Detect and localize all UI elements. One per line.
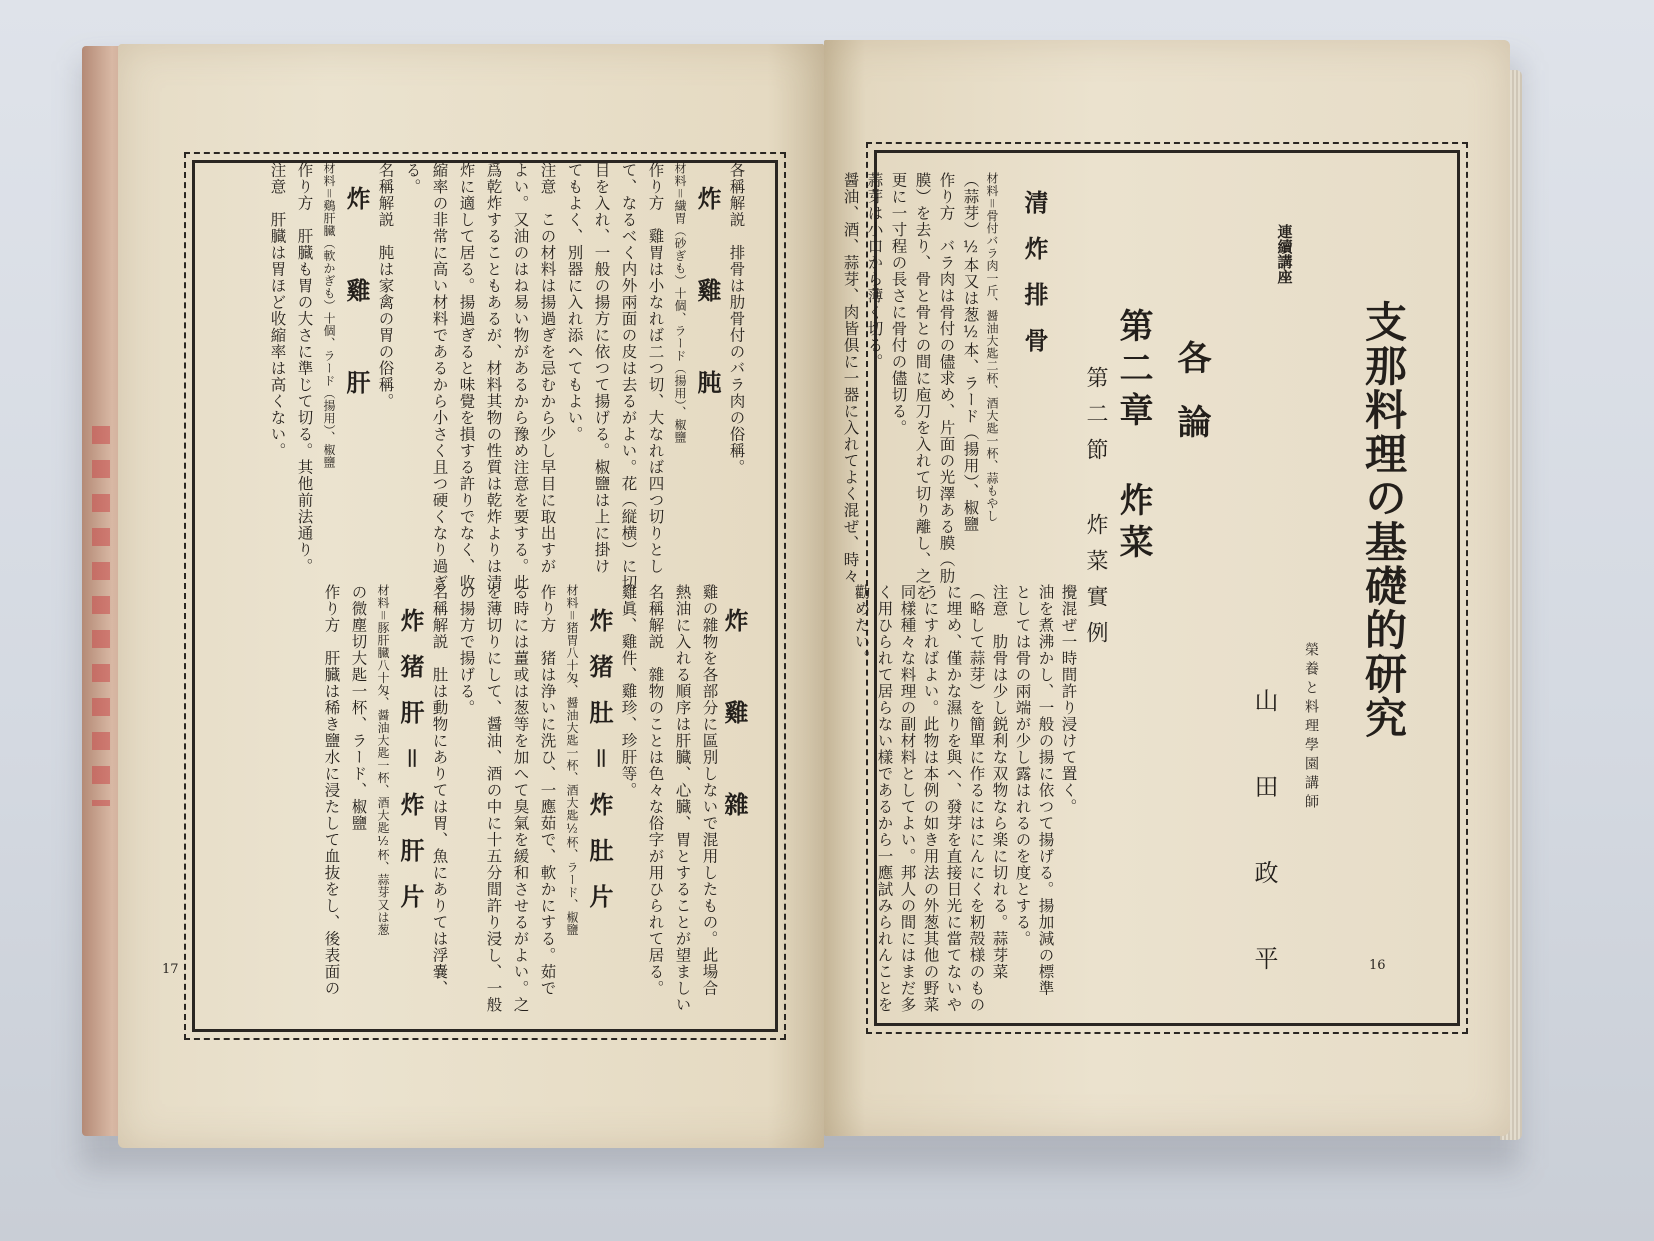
author-affiliation: 榮養と料理學園講師 [1303,642,1319,813]
series-label: 連續講座 [1275,224,1294,284]
dish-heading: 清炸排骨 [1020,190,1049,374]
text-column: 材料＝繊胃（砂ぎも）十個、ラード（揚用）、椒鹽 [673,162,687,444]
text-column: 名稱解説 肫は家禽の胃の俗稱。 [376,162,395,410]
text-column: 目を入れ、一般の揚方に依つて揚げる。椒鹽は上に掛け [592,162,611,575]
text-column: 雞眞、雞件、雞珍、珍肝等。 [619,584,638,799]
dish-heading: 炸 雞 雜 [720,608,749,838]
text-column: 材料＝豚肝臓八十匁、醤油大匙一杯、酒大匙½杯、蒜芽又は葱 [376,584,390,936]
text-column: 作り方 肝臓は稀き鹽水に浸たして血抜をし、後表面の [322,584,341,997]
text-column: 油を煮沸かし、一般の揚に依つて揚げる。揚加減の標準 [1036,584,1055,997]
text-column: 醤油、酒、蒜芽、肉皆倶に一器に入れてよく混ぜ、時々 [841,172,860,585]
text-column: 同樣種々な料理の副材料としてよい。邦人の間にはまだ多 [898,584,917,1013]
text-column: うにすればよい。此物は本例の如き用法の外葱其他の野菜 [921,584,940,1013]
dish-heading: 炸猪肚＝炸肚片 [585,608,614,930]
text-column: を薄切りにして、醤油、酒の中に十五分間許り浸し、一般 [484,584,503,1013]
text-column: 炸に適して居る。揚過ぎると味覺を損する許りでなく、收 [457,162,476,591]
chapter-heading: 第二章 炸菜 [1113,308,1153,566]
text-column: 膜）を去り、骨と骨との間に庖刀を入れて切り離し、之を [913,172,932,601]
text-column: よい。又油のはね易い物があるから豫め注意を要する。此 [511,162,530,591]
text-column: 爲乾炸することもあるが、材料其物の性質は乾炸よりは清 [484,162,503,591]
text-column: 注意 この材料は揚過ぎを忌むから少し早目に取出すが [538,162,557,575]
text-column: 材料＝骨付バラ肉一斤、醤油大匙二杯、酒大匙一杯、蒜もやし [985,172,999,522]
section-heading: 第二節 炸菜實例 [1083,366,1108,657]
text-column: 名稱解説 雜物のことは色々な俗字が用ひられて居る。 [646,584,665,997]
text-column: 更に一寸程の長さに骨付の儘切る。 [889,172,908,436]
text-column: 攪混ぜ一時間許り浸けて置く。 [1059,584,1078,815]
text-column: く用ひられて居らない樣であるから一應試みられんことを [875,584,894,1013]
part-heading: 各論 [1171,340,1211,468]
text-column: 名稱解説 肚は動物にありては胃、魚にありては浮嚢、 [430,584,449,997]
text-column: てもよく、別器に入れ添へてもよい。 [565,162,584,443]
text-column: としては骨の兩端が少し露はれるのを度とする。 [1013,584,1032,947]
text-column: る時には薑或は葱等を加へて臭氣を緩和させるがよい。之 [511,584,530,1013]
dish-heading: 炸 雞 肝 [342,186,371,416]
text-column: （略して蒜芽）を簡單に作るにはにんにくを籾殻様のもの [967,584,986,1013]
text-column: 各稱解説 排骨は肋骨付のバラ肉の俗稱。 [727,162,746,476]
dish-heading: 炸 雞 肫 [693,186,722,416]
text-column: の微塵切大匙一杯、ラード、椒鹽 [349,584,368,832]
right-page-number: 16 [1369,958,1386,973]
dish-heading: 炸猪肝＝炸肝片 [396,608,425,930]
text-column: 勸めたい。 [852,584,871,667]
text-column: 注意 肋骨は少し鋭利な双物なら楽に切れる。蒜芽菜 [990,584,1009,980]
text-column: 作り方 雞胃は小なれば二つ切、大なれば四つ切りとし [646,162,665,575]
text-column: て、なるべく内外兩面の皮は去るがよい。花（縦横）に切 [619,162,638,591]
main-title: 支那料理の基礎的研究 [1359,300,1408,740]
text-column: 雞の雜物を各部分に區別しないで混用したもの。此場合 [700,584,719,997]
text-column: （蒜芽）½本又は葱½本、ラード（揚用）、椒鹽 [961,172,980,533]
author-name: 山田政平 [1250,688,1278,1032]
text-column: の揚方で揚げる。 [457,584,476,716]
text-column: 縮率の非常に高い材料であるから小さく且つ硬くなり過ぎ [430,162,449,591]
text-column: 熱油に入れる順序は肝臓、心臓、胃とすることが望ましい [673,584,692,1013]
text-column: 作り方 肝臓も胃の大さに準じて切る。其他前法通り。 [295,162,314,575]
text-column: る。 [403,162,422,195]
text-column: 注意 肝臓は胃ほど收縮率は高くない。 [268,162,287,459]
text-column: 蒜芽は小口から薄く切る。 [865,172,884,370]
text-column: 材料＝猪胃八十匁、醤油大匙一杯、酒大匙½杯、ラード、椒鹽 [565,584,579,936]
text-column: に埋め、僅かな濕りを與へ、發芽を直接日光に當てないや [944,584,963,1013]
text-column: 作り方 猪は浄いに洗ひ、一應茹で、軟かにする。茹で [538,584,557,997]
text-column: 材料＝鷄肝臓（軟かぎも）十個、ラード（揚用）、椒鹽 [322,162,336,469]
right-page [824,40,1510,1136]
left-page [118,44,824,1148]
left-page-number: 17 [162,962,179,977]
text-column: 作り方 バラ肉は骨付の儘求め、片面の光澤ある膜（肋 [937,172,956,585]
